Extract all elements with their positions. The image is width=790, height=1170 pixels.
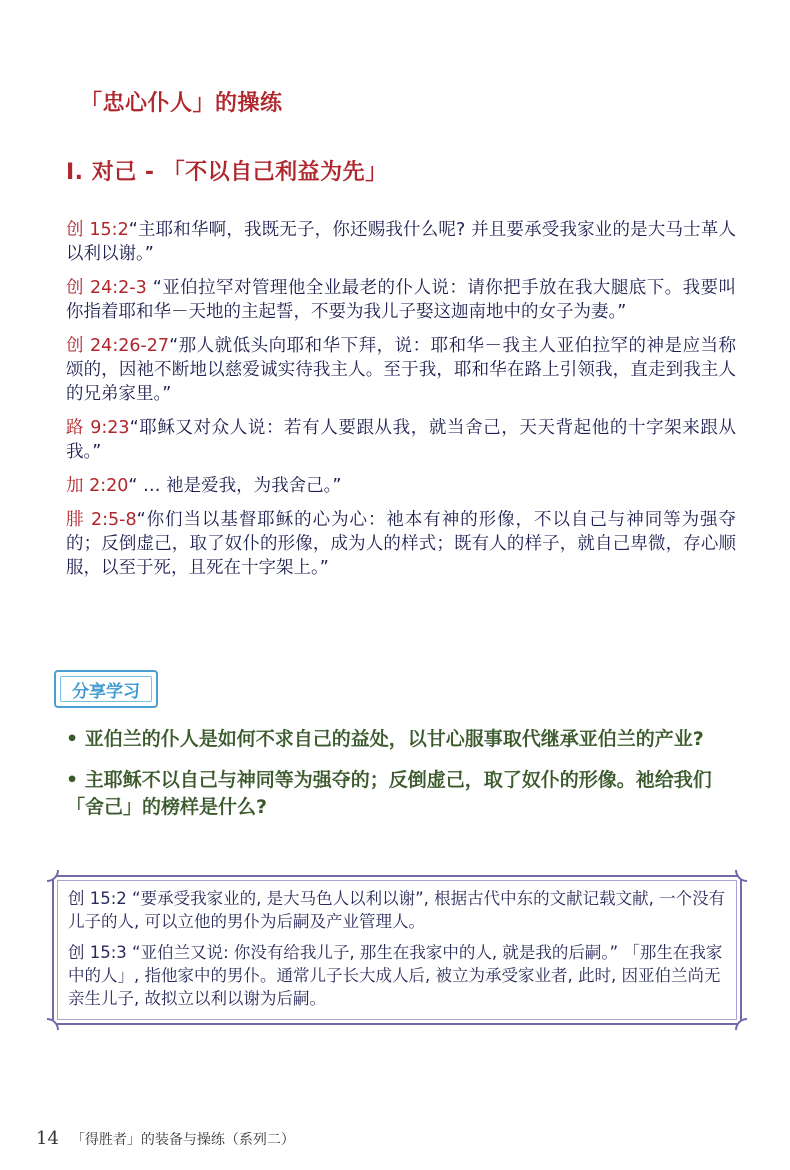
verse-text: “那人就低头向耶和华下拜，说：耶和华－我主人亚伯拉罕的神是应当称颂的，因祂不断地以慈爱诚实待我主人。至于我，耶和华在路上引领我，直走到我主人的兄弟家里。” [66,336,736,404]
verse-text: “主耶和华啊，我既无子，你还赐我什么呢? 并且要承受我家业的是大马士革人以利以谢。” [66,220,736,264]
corner-ornament [47,870,59,882]
page-footer [36,1128,295,1149]
note-paragraph: 创 15:2 “要承受我家业的, 是大马色人以利以谢”, 根据古代中东的文献记载文献, 一个没有儿子的人, 可以立他的男仆为后嗣及产业管理人。 [68,889,726,931]
note-box [52,875,742,1025]
section-subtitle: I. 对己 - 「不以自己利益为先」 [66,160,388,185]
corner-ornament [47,1018,59,1030]
verse-reference: 创 24:2-3 [66,278,147,298]
note-content [68,887,726,1018]
page-number: 14 [36,1128,59,1149]
scripture-verse [66,508,736,580]
verse-reference: 加 2:20 [66,476,129,496]
verse-reference: 路 9:23 [66,418,130,438]
verse-reference: 创 24:26-27 [66,336,170,356]
scripture-verse [66,474,736,498]
verse-reference: 腓 2:5-8 [66,510,137,530]
scripture-list [66,218,736,590]
corner-ornament [735,1018,747,1030]
verse-text: “你们当以基督耶稣的心为心：祂本有神的形像，不以自己与神同等为强夺的；反倒虚己，取了奴仆的形像，成为人的样式；既有人的样子，就自己卑微，存心顺服，以至于死，且死在十字架上。” [66,510,736,578]
verse-text: “耶稣又对众人说：若有人要跟从我，就当舍己，天天背起他的十字架来跟从我。” [66,418,736,462]
section-title: 「忠心仆人」的操练 [80,91,283,116]
share-study-badge [54,670,158,708]
question-item: • 亚伯兰的仆人是如何不求自己的益处，以甘心服事取代继承亚伯兰的产业? [66,728,704,750]
badge-label: 分享学习 [72,681,140,702]
scripture-verse [66,416,736,464]
verse-text: “亚伯拉罕对管理他全业最老的仆人说：请你把手放在我大腿底下。我要叫你指着耶和华－天地的主起誓，不要为我儿子娶这迦南地中的女子为妻。” [66,278,736,322]
verse-text: “ … 祂是爱我，为我舍己。” [128,476,342,496]
scripture-verse [66,276,736,324]
book-title: 「得胜者」的装备与操练（系列二） [70,1132,295,1148]
verse-reference: 创 15:2 [66,220,129,240]
scripture-verse [66,218,736,266]
note-paragraph: 创 15:3 “亚伯兰又说: 你没有给我儿子, 那生在我家中的人, 就是我的后嗣。” 「那生在我家中的人」, 指他家中的男仆。通常儿子长大成人后, 被立为承受家业者, 此时, 因亚伯兰尚无亲生儿子, 故拟立以利以谢为后嗣。 [68,943,723,1008]
scripture-verse [66,334,736,406]
corner-ornament [735,870,747,882]
discussion-questions [66,726,738,835]
question-item: • 主耶稣不以自己与神同等为强夺的；反倒虚己，取了奴仆的形像。祂给我们「舍己」的榜样是什么? [66,769,712,818]
